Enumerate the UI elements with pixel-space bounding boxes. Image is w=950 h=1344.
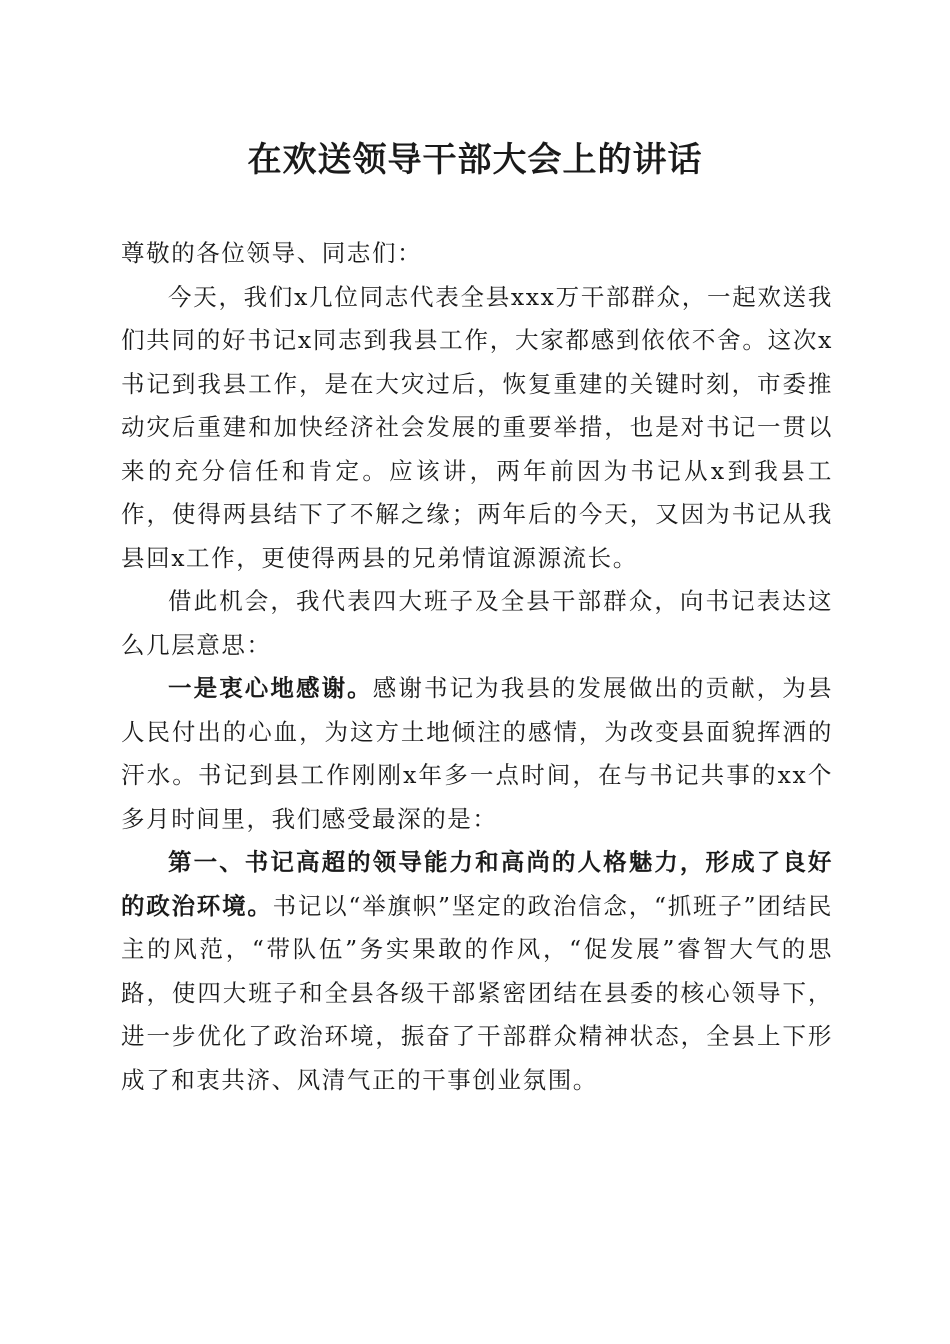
paragraph-3-text: 感谢书记为我县的发展做出的贡献，为县人民付出的心血，为这方土地倾注的感情，为改变县面貌挥洒的汗水。书记到县工作刚刚x年多一点时间，在与书记共事的xx个多月时间里，我们感受最深的是： — [121, 674, 833, 833]
document-body — [121, 232, 833, 1102]
paragraph-2 — [121, 580, 833, 667]
paragraph-3-heading: 一是衷心地感谢。 — [168, 674, 373, 702]
paragraph-2-text: 借此机会，我代表四大班子及全县干部群众，向书记表达这么几层意思： — [121, 587, 833, 659]
paragraph-3 — [121, 667, 833, 841]
paragraph-4 — [121, 841, 833, 1102]
paragraph-1 — [121, 276, 833, 581]
paragraph-1-text: 今天，我们x几位同志代表全县xxx万干部群众，一起欢送我们共同的好书记x同志到我县工作，大家都感到依依不舍。这次x书记到我县工作，是在大灾过后，恢复重建的关键时刻，市委推动灾后重建和加快经济社会发展的重要举措，也是对书记一贯以来的充分信任和肯定。应该讲，两年前因为书记从x到我县工作，使得两县结下了不解之缘；两年后的今天，又因为书记从我县回x工作，更使得两县的兄弟情谊源源流长。 — [121, 282, 833, 572]
document-title: 在欢送领导干部大会上的讲话 — [247, 140, 703, 180]
salutation: 尊敬的各位领导、同志们： — [121, 239, 423, 267]
paragraph-4-text: 书记以“举旗帜”坚定的政治信念，“抓班子”团结民主的风范，“带队伍”务实果敢的作风，“促发展”睿智大气的思路，使四大班子和全县各级干部紧密团结在县委的核心领导下，进一步优化了政治环境，振奋了干部群众精神状态，全县上下形成了和衷共济、风清气正的干事创业氛围。 — [121, 891, 833, 1094]
paragraph-4-heading: 第一、书记高超的领导能力和高尚的人格魅力，形成了良好的政治环境。 — [121, 848, 833, 920]
